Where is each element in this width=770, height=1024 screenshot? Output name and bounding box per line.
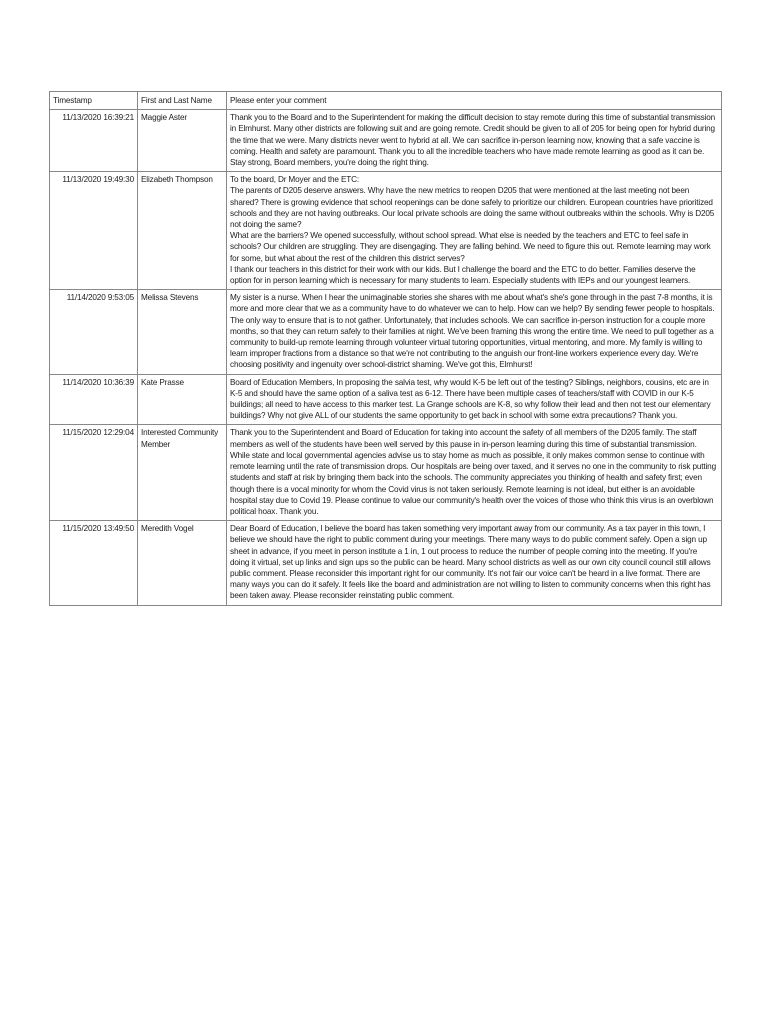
row-name: Kate Prasse bbox=[138, 374, 227, 425]
row-name: Melissa Stevens bbox=[138, 290, 227, 374]
row-comment bbox=[227, 172, 722, 290]
row-timestamp: 11/13/2020 16:39:21 bbox=[50, 110, 138, 172]
comment-paragraph: To the board, Dr Moyer and the ETC: bbox=[230, 175, 359, 185]
row-timestamp: 11/14/2020 10:36:39 bbox=[50, 374, 138, 425]
row-comment bbox=[227, 521, 722, 605]
comments-sheet bbox=[49, 91, 721, 606]
row-name: Interested Community Member bbox=[138, 425, 227, 521]
header-row bbox=[50, 92, 722, 110]
comment-paragraph: Thank you to the Superintendent and Board of Education for taking into account the safety of all members of the D205 family. The staff members as well of the students have been well served by this pause in in-person learning during this time of substantial transmission. While state and local governmental agencies advise us to stay home as much as possible, it only makes common sense to continue with remote learning until the rate of transmission drops. Our hospitals are being over taxed, and it serves no one in the community to risk putting students and staff at risk by bringing them back into the schools. The community appreciates you thinking of health and safety first; even though there is a vocal minority for whom the Covid virus is not taken seriously. Remote learning is not ideal, but either is an avoidable hospital stay due to Covid 19. Please continue to value our community's health over the voices of those who think this virus is an overblown political hoax. Thank you. bbox=[230, 428, 716, 516]
row-comment bbox=[227, 374, 722, 425]
row-name: Elizabeth Thompson bbox=[138, 172, 227, 290]
row-timestamp: 11/13/2020 19:49:30 bbox=[50, 172, 138, 290]
table-row bbox=[50, 172, 722, 290]
row-timestamp: 11/15/2020 13:49:50 bbox=[50, 521, 138, 605]
comment-paragraph: I thank our teachers in this district for their work with our kids. But I challenge the board and the ETC to do better. Families deserve the option for in person learning which is necessary for many students to learn. Especially students with IEPs and our youngest learners. bbox=[230, 264, 696, 286]
comment-paragraph: My sister is a nurse. When I hear the unimaginable stories she shares with me about what's she's gone through in the past 7-8 months, it is more and more clear that we as a community have to do whatever we can to help. How can we help? By sending fewer people to hospitals. The only way to ensure that is to not gather. Unfortunately, that includes schools. We can sacrifice in-person instruction for a couple more months, so that they can return safely to their families at night. We've been framing this wrong the entire time. We need to pull together as a community to build-up remote learning through volunteer virtual tutoring opportunities, virtual mentoring, and more. My family is willing to learn improper fractions from a distance so that we're not contributing to the anguish our front-line workers experience every day. We're choosing positivity and ingenuity over school-district shaming. We've got this, Elmhurst! bbox=[230, 293, 715, 370]
comment-paragraph: What are the barriers? We opened successfully, without school spread. What else is needed by the teachers and ETC to feel safe in schools? Our children are struggling. They are disengaging. They are falling behind. We need to figure this out. Remote learning may work for some, but what about the rest of the children this district serves? bbox=[230, 231, 711, 263]
table-row bbox=[50, 290, 722, 374]
comment-paragraph: The parents of D205 deserve answers. Why have the new metrics to reopen D205 that were mentioned at the last meeting not been shared? There is growing evidence that school reopenings can be done safely to prioritize our children. European countries have prioritized schools and they are not having outbreaks. Our local private schools are doing the same without outbreaks within the schools. Why is D205 not doing the same? bbox=[230, 186, 715, 230]
row-comment bbox=[227, 110, 722, 172]
table-row bbox=[50, 110, 722, 172]
row-timestamp: 11/15/2020 12:29:04 bbox=[50, 425, 138, 521]
comment-paragraph: Board of Education Members, In proposing the salvia test, why would K-5 be left out of the testing? Siblings, neighbors, cousins, etc are in K-5 and should have the same option of a saliva test as 6-12. There have been multiple cases of teachers/staff with COVID in our K-5 buildings; all need to have access to this marker test. La Grange schools are K-8, so why follow their lead and then not test our elementary buildings? Why not give ALL of our students the same opportunity to get back in school with some extra precautions? Thank you. bbox=[230, 377, 711, 421]
header-comment: Please enter your comment bbox=[227, 92, 722, 110]
row-name: Maggie Aster bbox=[138, 110, 227, 172]
comment-paragraph: Thank you to the Board and to the Superintendent for making the difficult decision to stay remote during this time of substantial transmission in Elmhurst. Many other districts are following suit and are going remote. Credit should be given to all of 205 for being open for hybrid during the time that we were. Many districts never went to hybrid at all. We can sacrifice in-person learning now, knowing that a safe vaccine is coming. Health and safety are paramount. Thank you to all the incredible teachers who have made remote learning as good as it can be. Stay strong, Board members, you're doing the right thing. bbox=[230, 113, 716, 168]
header-name: First and Last Name bbox=[138, 92, 227, 110]
table-row bbox=[50, 521, 722, 605]
row-comment bbox=[227, 290, 722, 374]
table-row bbox=[50, 374, 722, 425]
header-timestamp: Timestamp bbox=[50, 92, 138, 110]
table-row bbox=[50, 425, 722, 521]
comments-table bbox=[49, 91, 722, 606]
row-timestamp: 11/14/2020 9:53:05 bbox=[50, 290, 138, 374]
row-name: Meredith Vogel bbox=[138, 521, 227, 605]
comment-paragraph: Dear Board of Education, I believe the board has taken something very important away from our community. As a tax payer in this town, I believe we should have the right to public comment during your meetings. There many ways to do public comment safely. Open a sign up sheet in advance, if you meet in person institute a 1 in, 1 out process to reduce the number of people coming into the meeting. If you're doing it virtual, set up links and sign ups so the public can be heard. Many school districts as well as our own city council council still allows public comment. Please reconsider this important right for our community. It's not fair our voice can't be heard in a live format. There are many ways you can do it safely. It feels like the board and administration are not willing to listen to community concerns when this right has been taken away. Please reconsider reinstating public comment. bbox=[230, 524, 711, 601]
row-comment bbox=[227, 425, 722, 521]
